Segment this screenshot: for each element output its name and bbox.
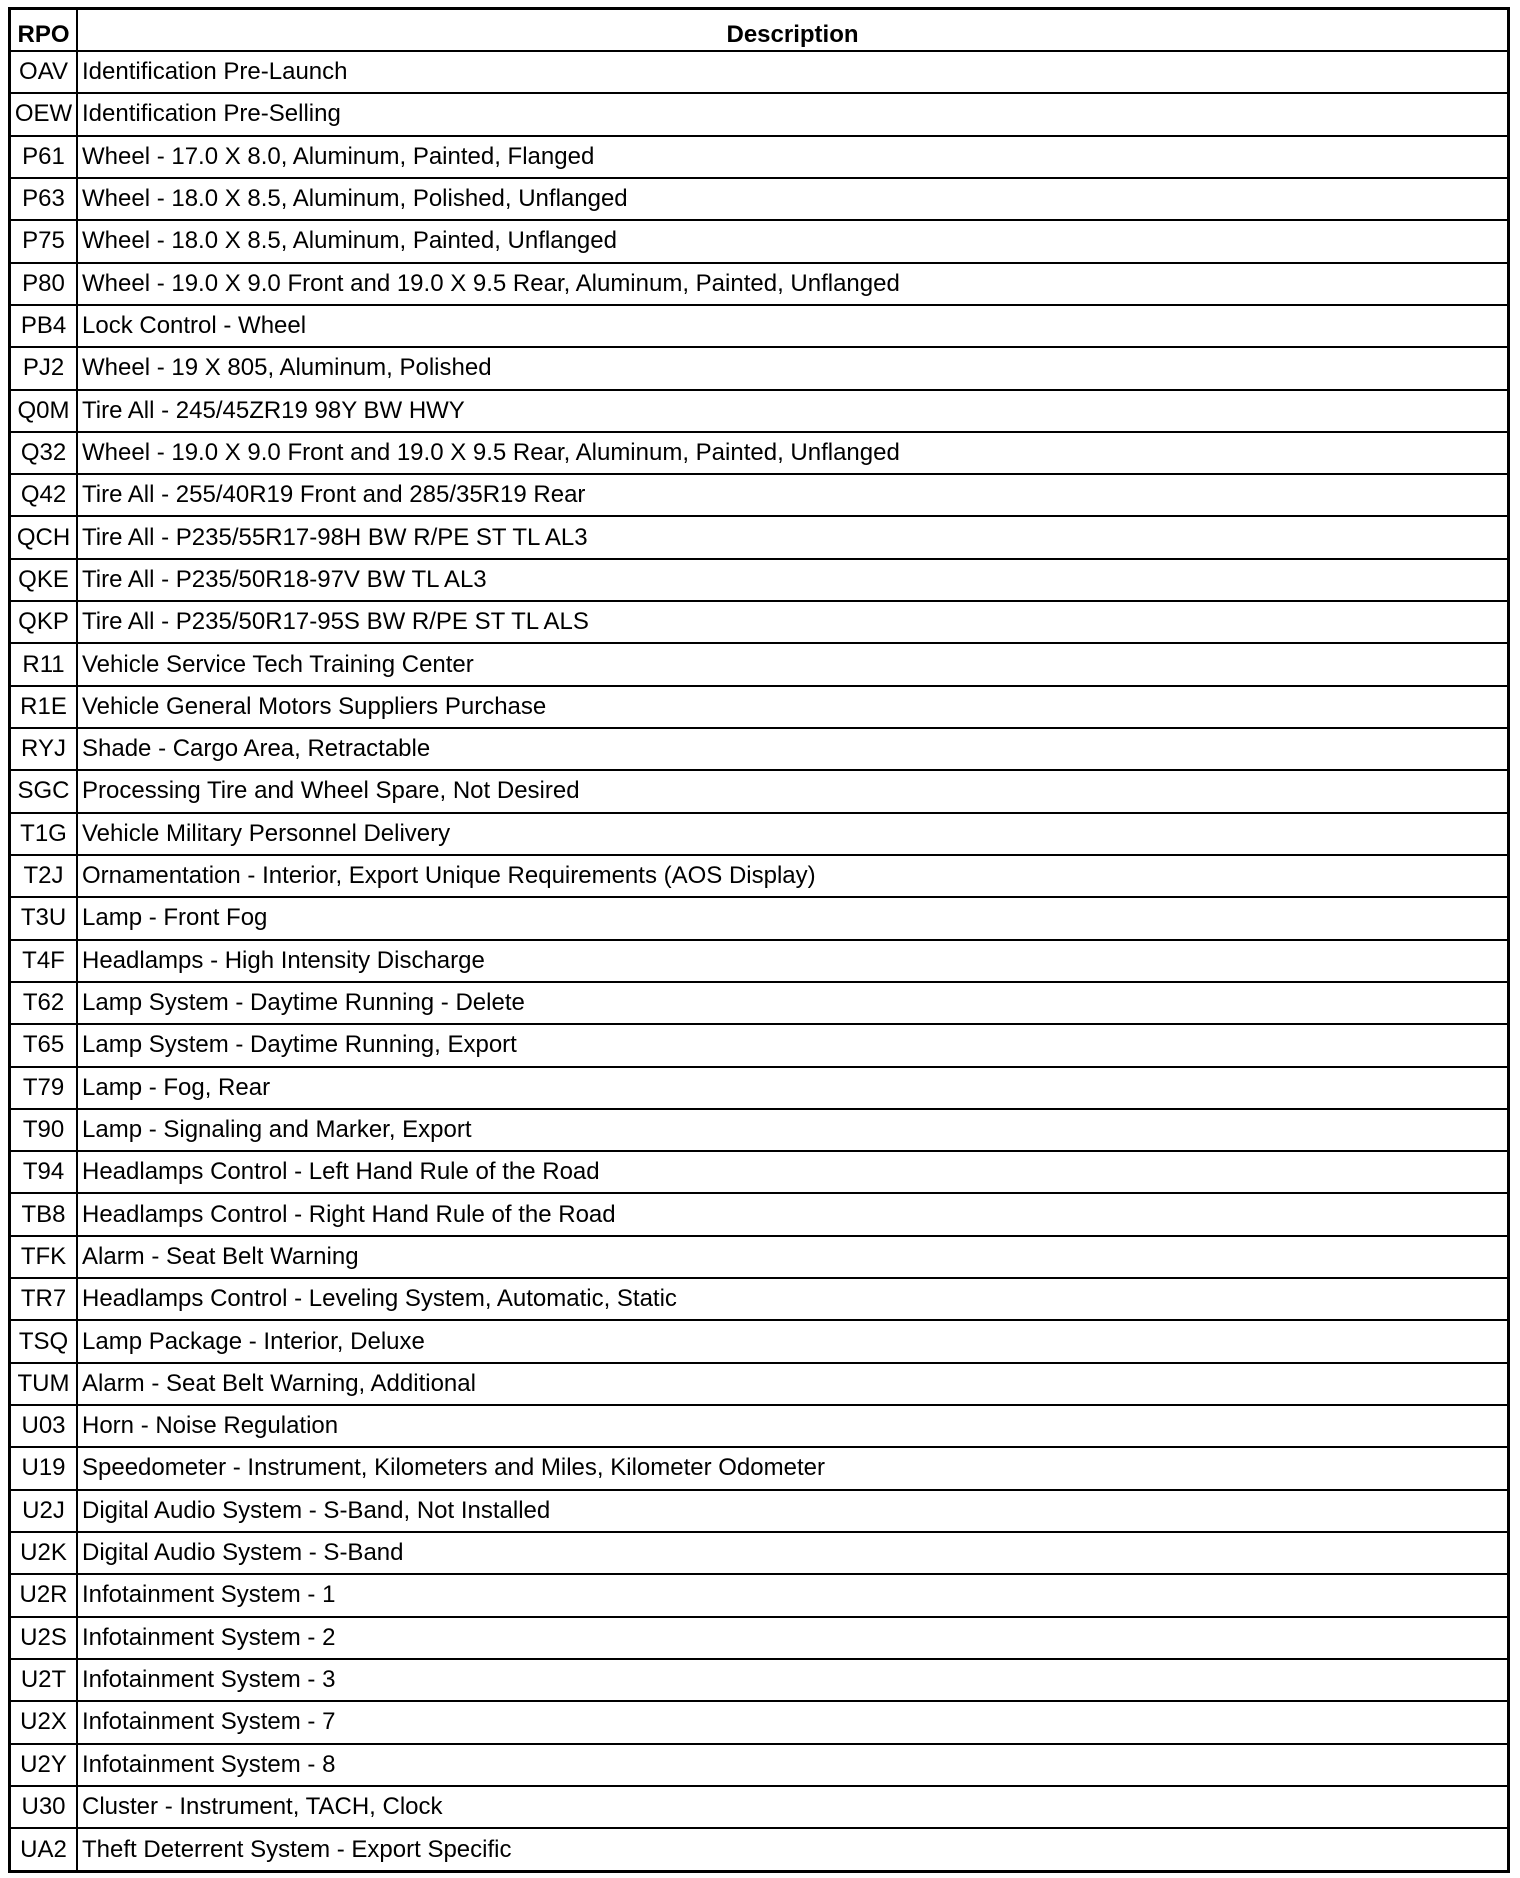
description-cell: Headlamps Control - Right Hand Rule of the Road xyxy=(77,1193,1507,1235)
rpo-code-cell: TFK xyxy=(11,1236,77,1278)
rpo-code-cell: TUM xyxy=(11,1363,77,1405)
description-cell: Tire All - 245/45ZR19 98Y BW HWY xyxy=(77,390,1507,432)
table-row xyxy=(11,686,1507,728)
rpo-code-cell: U30 xyxy=(11,1786,77,1828)
rpo-code-cell: SGC xyxy=(11,770,77,812)
rpo-code-cell: U2T xyxy=(11,1659,77,1701)
rpo-code-cell: QCH xyxy=(11,516,77,558)
table-row xyxy=(11,1109,1507,1151)
table-row xyxy=(11,813,1507,855)
table-row xyxy=(11,1278,1507,1320)
rpo-code-cell: Q32 xyxy=(11,432,77,474)
table-row xyxy=(11,516,1507,558)
rpo-code-cell: T94 xyxy=(11,1151,77,1193)
table-row xyxy=(11,1067,1507,1109)
rpo-code-cell: T90 xyxy=(11,1109,77,1151)
rpo-code-cell: T4F xyxy=(11,940,77,982)
rpo-code-cell: Q42 xyxy=(11,474,77,516)
description-cell: Infotainment System - 7 xyxy=(77,1701,1507,1743)
table-header-row xyxy=(11,10,1507,51)
rpo-code-cell: T62 xyxy=(11,982,77,1024)
rpo-code-cell: TR7 xyxy=(11,1278,77,1320)
description-cell: Identification Pre-Launch xyxy=(77,51,1507,93)
description-cell: Vehicle Military Personnel Delivery xyxy=(77,813,1507,855)
rpo-table xyxy=(11,10,1507,1870)
table-row xyxy=(11,728,1507,770)
table-row xyxy=(11,940,1507,982)
description-cell: Headlamps - High Intensity Discharge xyxy=(77,940,1507,982)
description-cell: Infotainment System - 8 xyxy=(77,1744,1507,1786)
table-row xyxy=(11,220,1507,262)
description-cell: Wheel - 18.0 X 8.5, Aluminum, Polished, Unflanged xyxy=(77,178,1507,220)
table-row xyxy=(11,1236,1507,1278)
table-row xyxy=(11,1363,1507,1405)
description-cell: Theft Deterrent System - Export Specific xyxy=(77,1828,1507,1870)
rpo-code-cell: PB4 xyxy=(11,305,77,347)
rpo-code-cell: U2J xyxy=(11,1490,77,1532)
table-row xyxy=(11,1786,1507,1828)
description-cell: Identification Pre-Selling xyxy=(77,93,1507,135)
table-row xyxy=(11,1574,1507,1616)
table-row xyxy=(11,897,1507,939)
table-row xyxy=(11,178,1507,220)
description-cell: Digital Audio System - S-Band xyxy=(77,1532,1507,1574)
description-cell: Cluster - Instrument, TACH, Clock xyxy=(77,1786,1507,1828)
description-cell: Vehicle Service Tech Training Center xyxy=(77,643,1507,685)
description-cell: Ornamentation - Interior, Export Unique Requirements (AOS Display) xyxy=(77,855,1507,897)
description-cell: Infotainment System - 2 xyxy=(77,1617,1507,1659)
description-cell: Lamp Package - Interior, Deluxe xyxy=(77,1320,1507,1362)
table-row xyxy=(11,263,1507,305)
table-row xyxy=(11,559,1507,601)
rpo-code-cell: U2S xyxy=(11,1617,77,1659)
description-column-header: Description xyxy=(77,10,1507,51)
table-row xyxy=(11,1659,1507,1701)
table-row xyxy=(11,855,1507,897)
description-cell: Lamp System - Daytime Running - Delete xyxy=(77,982,1507,1024)
rpo-code-cell: P80 xyxy=(11,263,77,305)
rpo-code-cell: T2J xyxy=(11,855,77,897)
rpo-code-cell: P61 xyxy=(11,136,77,178)
rpo-code-cell: U03 xyxy=(11,1405,77,1447)
description-cell: Lock Control - Wheel xyxy=(77,305,1507,347)
table-row xyxy=(11,1447,1507,1489)
description-cell: Vehicle General Motors Suppliers Purchase xyxy=(77,686,1507,728)
description-cell: Wheel - 17.0 X 8.0, Aluminum, Painted, Flanged xyxy=(77,136,1507,178)
rpo-code-cell: R11 xyxy=(11,643,77,685)
rpo-table-container xyxy=(8,7,1510,1873)
table-row xyxy=(11,305,1507,347)
table-row xyxy=(11,1744,1507,1786)
description-cell: Speedometer - Instrument, Kilometers and Miles, Kilometer Odometer xyxy=(77,1447,1507,1489)
table-row xyxy=(11,601,1507,643)
rpo-code-cell: U2Y xyxy=(11,1744,77,1786)
rpo-column-header: RPO xyxy=(11,10,77,51)
description-cell: Tire All - P235/55R17-98H BW R/PE ST TL AL3 xyxy=(77,516,1507,558)
table-row xyxy=(11,1701,1507,1743)
rpo-code-cell: PJ2 xyxy=(11,347,77,389)
description-cell: Infotainment System - 3 xyxy=(77,1659,1507,1701)
table-row xyxy=(11,136,1507,178)
table-row xyxy=(11,643,1507,685)
rpo-code-cell: OAV xyxy=(11,51,77,93)
description-cell: Shade - Cargo Area, Retractable xyxy=(77,728,1507,770)
rpo-code-cell: T65 xyxy=(11,1024,77,1066)
rpo-code-cell: OEW xyxy=(11,93,77,135)
description-cell: Digital Audio System - S-Band, Not Installed xyxy=(77,1490,1507,1532)
table-row xyxy=(11,982,1507,1024)
table-row xyxy=(11,390,1507,432)
table-row xyxy=(11,347,1507,389)
description-cell: Tire All - P235/50R18-97V BW TL AL3 xyxy=(77,559,1507,601)
table-row xyxy=(11,51,1507,93)
table-row xyxy=(11,474,1507,516)
table-row xyxy=(11,1024,1507,1066)
description-cell: Processing Tire and Wheel Spare, Not Desired xyxy=(77,770,1507,812)
table-row xyxy=(11,1405,1507,1447)
rpo-code-cell: TSQ xyxy=(11,1320,77,1362)
description-cell: Lamp - Signaling and Marker, Export xyxy=(77,1109,1507,1151)
table-row xyxy=(11,1828,1507,1870)
description-cell: Headlamps Control - Left Hand Rule of the Road xyxy=(77,1151,1507,1193)
rpo-code-cell: RYJ xyxy=(11,728,77,770)
description-cell: Headlamps Control - Leveling System, Automatic, Static xyxy=(77,1278,1507,1320)
rpo-code-cell: U2X xyxy=(11,1701,77,1743)
description-cell: Wheel - 19.0 X 9.0 Front and 19.0 X 9.5 Rear, Aluminum, Painted, Unflanged xyxy=(77,432,1507,474)
rpo-code-cell: T1G xyxy=(11,813,77,855)
rpo-code-cell: TB8 xyxy=(11,1193,77,1235)
table-row xyxy=(11,1151,1507,1193)
description-cell: Horn - Noise Regulation xyxy=(77,1405,1507,1447)
rpo-code-cell: QKE xyxy=(11,559,77,601)
description-cell: Lamp - Fog, Rear xyxy=(77,1067,1507,1109)
rpo-code-cell: QKP xyxy=(11,601,77,643)
rpo-code-cell: Q0M xyxy=(11,390,77,432)
rpo-code-cell: U2K xyxy=(11,1532,77,1574)
rpo-code-cell: U19 xyxy=(11,1447,77,1489)
description-cell: Tire All - P235/50R17-95S BW R/PE ST TL ALS xyxy=(77,601,1507,643)
description-cell: Wheel - 18.0 X 8.5, Aluminum, Painted, Unflanged xyxy=(77,220,1507,262)
rpo-code-cell: UA2 xyxy=(11,1828,77,1870)
rpo-code-cell: P63 xyxy=(11,178,77,220)
table-row xyxy=(11,1490,1507,1532)
table-row xyxy=(11,1320,1507,1362)
description-cell: Lamp - Front Fog xyxy=(77,897,1507,939)
rpo-code-cell: T3U xyxy=(11,897,77,939)
description-cell: Lamp System - Daytime Running, Export xyxy=(77,1024,1507,1066)
table-row xyxy=(11,1532,1507,1574)
description-cell: Alarm - Seat Belt Warning, Additional xyxy=(77,1363,1507,1405)
description-cell: Tire All - 255/40R19 Front and 285/35R19 Rear xyxy=(77,474,1507,516)
table-row xyxy=(11,432,1507,474)
table-row xyxy=(11,770,1507,812)
table-row xyxy=(11,1193,1507,1235)
description-cell: Wheel - 19 X 805, Aluminum, Polished xyxy=(77,347,1507,389)
rpo-code-cell: P75 xyxy=(11,220,77,262)
table-row xyxy=(11,1617,1507,1659)
description-cell: Infotainment System - 1 xyxy=(77,1574,1507,1616)
table-body xyxy=(11,51,1507,1870)
rpo-code-cell: U2R xyxy=(11,1574,77,1616)
table-row xyxy=(11,93,1507,135)
description-cell: Alarm - Seat Belt Warning xyxy=(77,1236,1507,1278)
rpo-code-cell: R1E xyxy=(11,686,77,728)
description-cell: Wheel - 19.0 X 9.0 Front and 19.0 X 9.5 Rear, Aluminum, Painted, Unflanged xyxy=(77,263,1507,305)
rpo-code-cell: T79 xyxy=(11,1067,77,1109)
